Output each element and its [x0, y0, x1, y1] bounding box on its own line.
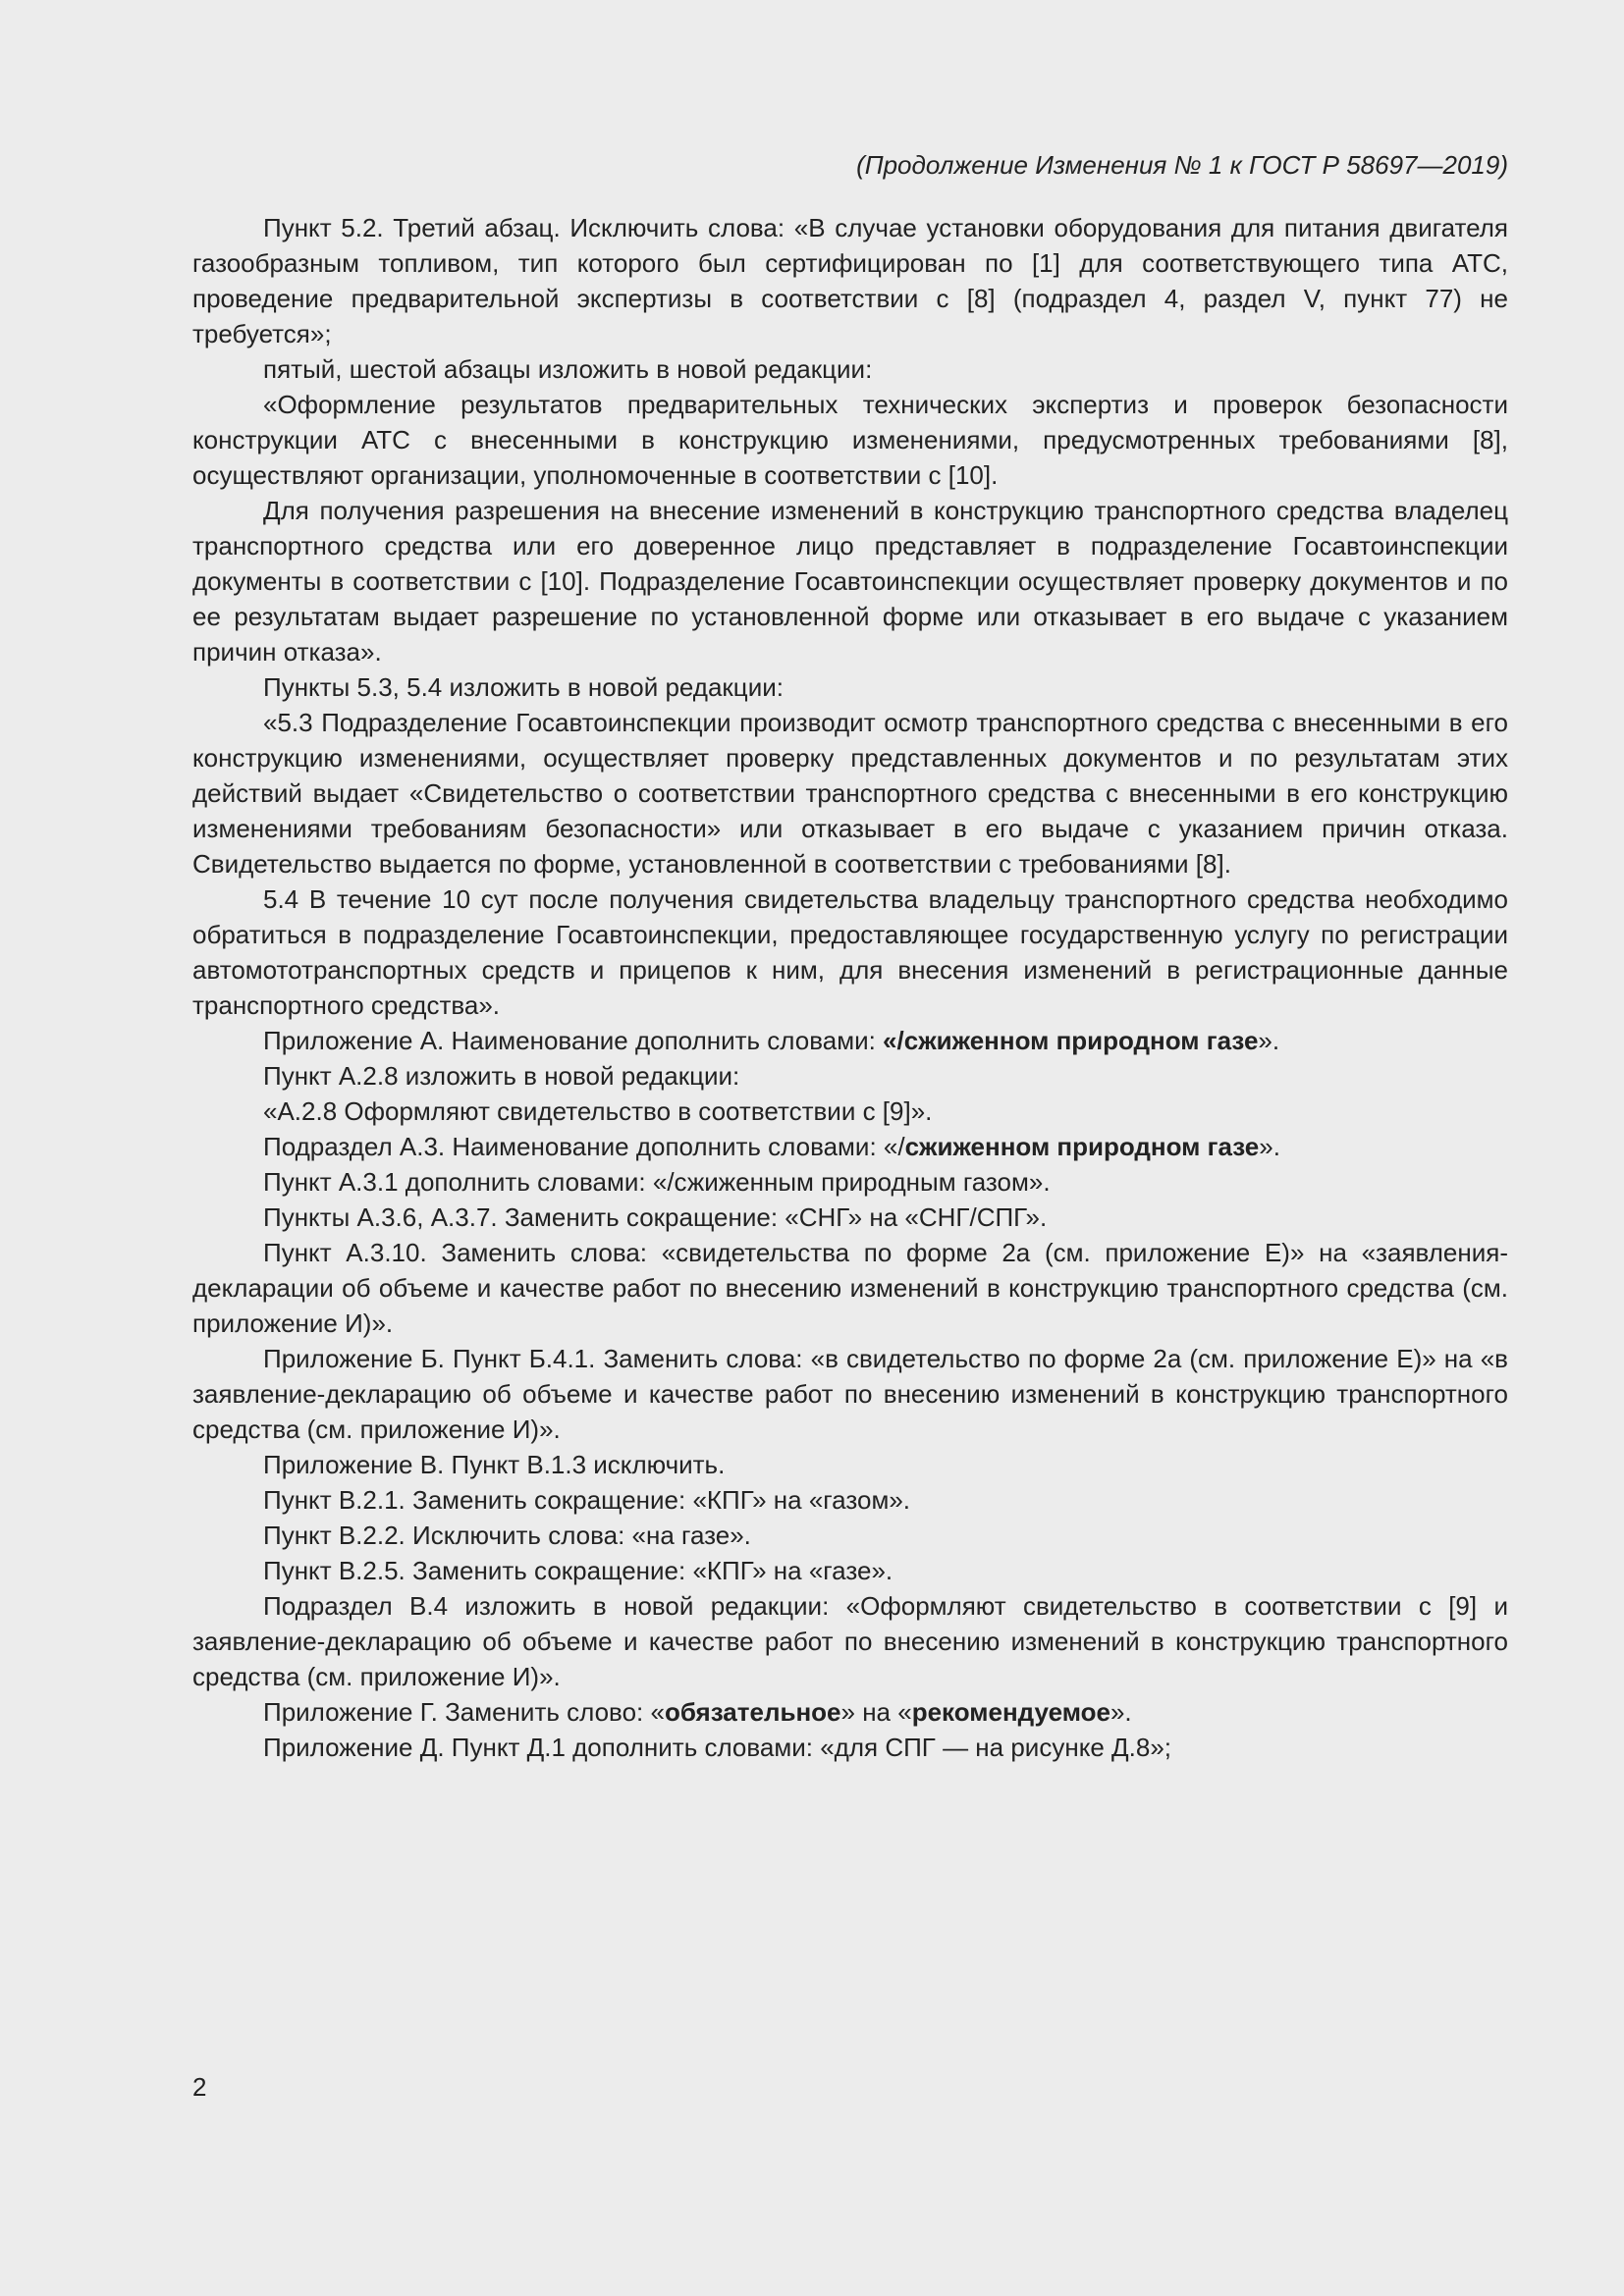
paragraph: Для получения разрешения на внесение изменений в конструкцию транспортного средства владелец транспортного средства или его доверенное лицо представляет в подразделение Госавтоинспекции документы в соответствии с [10]. Подразделение Госавтоинспекции осуществляет проверку документов и по ее результатам выдает разрешение по установленной форме или отказывает в его выдаче с указанием причин отказа». [192, 496, 1508, 667]
paragraph: Пункт А.3.1 дополнить словами: «/сжиженным природным газом». [263, 1167, 1051, 1197]
paragraph-text: Подраздел А.3. Наименование дополнить словами: «/ [263, 1132, 905, 1161]
paragraph-text: » на « [840, 1697, 912, 1727]
paragraph: Пункты 5.3, 5.4 изложить в новой редакции: [263, 672, 784, 702]
paragraph [192, 1129, 1508, 1164]
paragraph: «5.3 Подразделение Госавтоинспекции производит осмотр транспортного средства с внесенными в его конструкцию изменениями, осуществляет проверку представленных документов и по результатам этих действий выдает «Свидетельство о соответствии транспортного средства с внесенными в его конструкцию изменениями требованиям безопасности» или отказывает в его выдаче с указанием причин отказа. Свидетельство выдается по форме, установленной в соответствии с требованиями [8]. [192, 708, 1508, 879]
paragraph: Пункт В.2.2. Исключить слова: «на газе». [263, 1521, 751, 1550]
paragraph: Пункт А.3.10. Заменить слова: «свидетельства по форме 2а (см. приложение Е)» на «заявления-декларации об объеме и качестве работ по внесению изменений в конструкцию транспортного средства (см. приложение И)». [192, 1238, 1508, 1338]
paragraph: Пункт А.2.8 изложить в новой редакции: [263, 1061, 740, 1091]
bold-phrase: обязательное [664, 1697, 841, 1727]
running-header: (Продолжение Изменения № 1 к ГОСТ Р 58697—2019) [856, 150, 1508, 180]
page-number: 2 [192, 2072, 207, 2102]
paragraph-text: Приложение А. Наименование дополнить словами: [263, 1026, 884, 1055]
paragraph: Приложение В. Пункт В.1.3 исключить. [263, 1450, 726, 1479]
paragraph [192, 1694, 1508, 1730]
paragraph-text: ». [1258, 1026, 1280, 1055]
paragraph: Приложение Б. Пункт Б.4.1. Заменить слова: «в свидетельство по форме 2а (см. приложение Е)» на «в заявление-декларацию об объеме и качестве работ по внесению изменений в конструкцию транспортного средства (см. приложение И)». [192, 1344, 1508, 1444]
paragraph: «Оформление результатов предварительных технических экспертиз и проверок безопасности конструкции АТС с внесенными в конструкцию изменениями, предусмотренных требованиями [8], осуществляют организации, уполномоченные в соответствии с [10]. [192, 390, 1508, 490]
paragraph: Пункт В.2.5. Заменить сокращение: «КПГ» на «газе». [263, 1556, 893, 1585]
paragraph [192, 1023, 1508, 1058]
paragraph: Пункт 5.2. Третий абзац. Исключить слова: «В случае установки оборудования для питания двигателя газообразным топливом, тип которого был сертифицирован по [1] для соответствующего типа АТС, проведение предварительной экспертизы в соответствии с [8] (подраздел 4, раздел V, пункт 77) не требуется»; [192, 213, 1508, 348]
paragraph-text: ». [1110, 1697, 1132, 1727]
paragraph: Пункт В.2.1. Заменить сокращение: «КПГ» на «газом». [263, 1485, 911, 1515]
paragraph-text: Приложение Г. Заменить слово: « [263, 1697, 665, 1727]
paragraph: Пункты А.3.6, А.3.7. Заменить сокращение: «СНГ» на «СНГ/СПГ». [263, 1202, 1048, 1232]
paragraph: Подраздел В.4 изложить в новой редакции: «Оформляют свидетельство в соответствии с [9] и заявление-декларацию об объеме и качестве работ по внесению изменений в конструкцию транспортного средства (см. приложение И)». [192, 1591, 1508, 1691]
document-body [192, 210, 1508, 1765]
paragraph: Приложение Д. Пункт Д.1 дополнить словами: «для СПГ — на рисунке Д.8»; [263, 1733, 1172, 1762]
paragraph-text: ». [1259, 1132, 1280, 1161]
paragraph: 5.4 В течение 10 сут после получения свидетельства владельцу транспортного средства необходимо обратиться в подразделение Госавтоинспекции, предоставляющее государственную услугу по регистрации автомототранспортных средств и прицепов к ним, для внесения изменений в регистрационные данные транспортного средства». [192, 884, 1508, 1020]
bold-phrase: рекомендуемое [911, 1697, 1110, 1727]
paragraph: «А.2.8 Оформляют свидетельство в соответствии с [9]». [263, 1096, 933, 1126]
bold-phrase: сжиженном природном газе [904, 1132, 1260, 1161]
paragraph: пятый, шестой абзацы изложить в новой редакции: [263, 354, 873, 384]
bold-phrase: «/сжиженном природном газе [883, 1026, 1259, 1055]
